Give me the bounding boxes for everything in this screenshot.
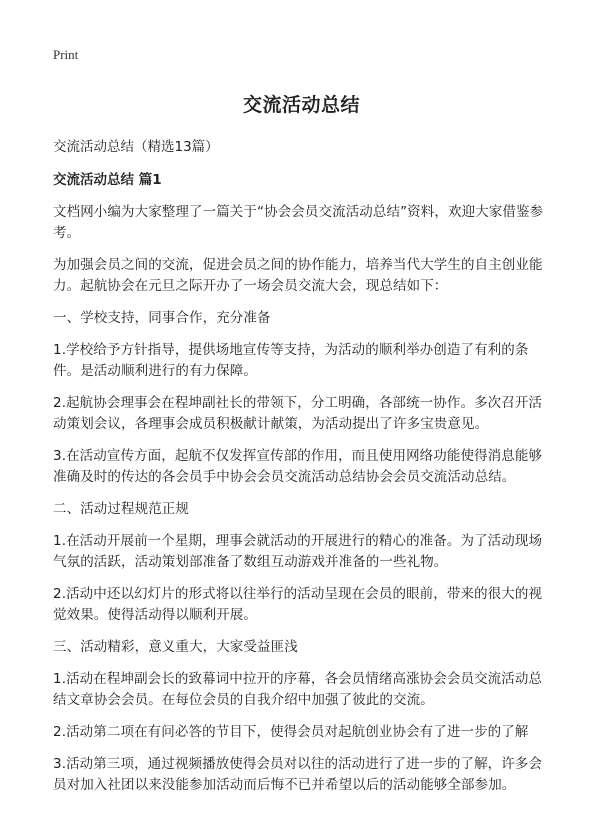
paragraph-item: 2.活动中还以幻灯片的形式将以往举行的活动呈现在会员的眼前，带来的很大的视觉效果。使得活动得以顺利开展。 [53, 586, 543, 623]
section-heading: 交流活动总结 篇1 [53, 172, 162, 188]
paragraph-item: 1.活动在程坤副会长的致幕词中拉开的序幕，各会员情绪高涨协会会员交流活动总结文章协会会员。在每位会员的自我介绍中加强了彼此的交流。 [53, 671, 543, 708]
document-subtitle: 交流活动总结（精选13篇） [53, 139, 219, 155]
paragraph-item: 3.活动第三项，通过视频播放使得会员对以往的活动进行了进一步的了解，许多会员对加入社团以来没能参加活动而后悔不已并希望以后的活动能够全部参加。 [53, 756, 543, 793]
paragraph-item: 3.在活动宣传方面，起航不仅发挥宣传部的作用，而且使用网络功能使得消息能够准确及时的传达的各会员手中协会会员交流活动总结协会会员交流活动总结。 [53, 448, 543, 485]
heading-part-3: 三、活动精彩，意义重大，大家受益匪浅 [53, 639, 298, 655]
paragraph-purpose: 为加强会员之间的交流，促进会员之间的协作能力，培养当代大学生的自主创业能力。起航协会在元旦之际开办了一场会员交流大会，现总结如下： [53, 257, 543, 294]
paragraph-item: 2.起航协会理事会在程坤副社长的带领下，分工明确，各部统一协作。多次召开活动策划会议，各理事会成员积极献计献策，为活动提出了许多宝贵意见。 [53, 395, 543, 432]
paragraph-item: 2.活动第二项在有问必答的节目下，使得会员对起航创业协会有了进一步的了解 [53, 724, 529, 740]
print-link[interactable]: Print [53, 47, 79, 62]
heading-part-1: 一、学校支持，同事合作，充分准备 [53, 310, 271, 326]
paragraph-intro: 文档网小编为大家整理了一篇关于“协会会员交流活动总结”资料，欢迎大家借鉴参考。 [53, 204, 544, 241]
heading-part-2: 二、活动过程规范正规 [53, 501, 189, 517]
paragraph-item: 1.学校给予方针指导，提供场地宣传等支持，为活动的顺利举办创造了有利的条件。是活动顺利进行的有力保障。 [53, 342, 529, 379]
document-title: 交流活动总结 [242, 94, 360, 116]
paragraph-item: 1.在活动开展前一个星期，理事会就活动的开展进行的精心的准备。为了活动现场气氛的活跃，活动策划部准备了数组互动游戏并准备的一些礼物。 [53, 533, 543, 570]
